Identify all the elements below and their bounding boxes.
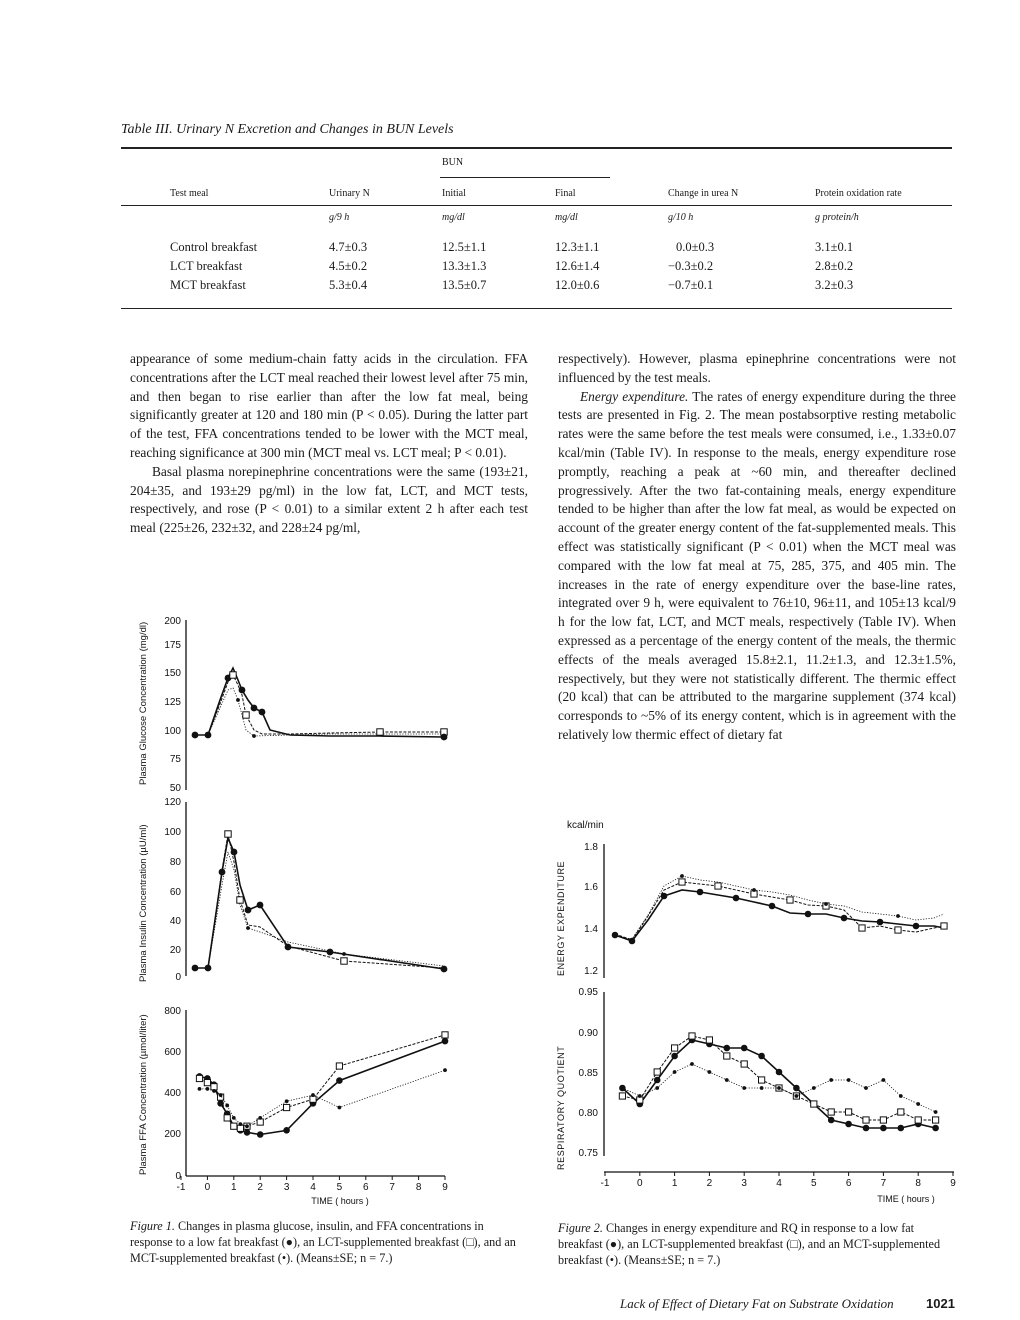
ee-tick-1.8: 1.8: [584, 842, 598, 853]
right-paragraph-2: [558, 388, 956, 745]
data-point-s2-18: [934, 1110, 938, 1114]
figure-2-caption: [558, 1220, 956, 1268]
insulin-tick-120: 120: [164, 797, 181, 808]
x-tick-label-9: 8: [915, 1178, 921, 1189]
table-cell-r2-c3: 12.0±0.6: [555, 278, 600, 292]
data-point-s1-5: [706, 1037, 712, 1043]
ffa-tick-200: 200: [164, 1129, 181, 1140]
table-caption: Table III. Urinary N Excretion and Changes in BUN Levels: [121, 122, 454, 137]
data-point-s1-0: [619, 1093, 625, 1099]
data-point-s2-12: [443, 1068, 447, 1072]
figure-1-caption-lead: Figure 1.: [130, 1219, 175, 1233]
data-point-s1-13: [846, 1109, 852, 1115]
table-header-final: Final: [555, 188, 576, 199]
table-cell-r2-c4: −0.7±0.1: [668, 278, 714, 292]
data-point-s1-14: [863, 1117, 869, 1123]
table-cell-r2-c0: MCT breakfast: [170, 278, 246, 292]
rq-tick-0.95: 0.95: [578, 987, 598, 998]
insulin-tick-40: 40: [169, 916, 181, 927]
rq-tick-0.80: 0.80: [578, 1108, 598, 1119]
insulin-tick-100: 100: [164, 827, 181, 838]
data-point-s0-18: [932, 1125, 939, 1132]
table-cell-r1-c1: 4.5±0.2: [329, 259, 368, 273]
table-header-initial: Initial: [442, 188, 466, 199]
data-point-s0-16: [898, 1125, 905, 1132]
glucose-tick-175: 175: [164, 640, 181, 651]
table-spanner-bun: BUN: [442, 157, 464, 168]
data-point-s0-14: [863, 1125, 870, 1132]
data-point-s2-0: [198, 1087, 202, 1091]
x-tick-label-6: 5: [811, 1178, 817, 1189]
table-cell-r0-c0: Control breakfast: [170, 240, 258, 254]
data-point-s1-7: [741, 1061, 747, 1067]
data-point-s2-9: [777, 1086, 781, 1090]
table-cell-r2-c2: 13.5±0.7: [442, 278, 487, 292]
table-cell-r1-c4: −0.3±0.2: [668, 259, 714, 273]
x-tick-label-5: 4: [310, 1182, 316, 1193]
table-cell-r1-c2: 13.3±1.3: [442, 259, 487, 273]
rq-tick-0.75: 0.75: [578, 1148, 598, 1159]
data-point-s2-4: [690, 1062, 694, 1066]
left-paragraph-1: appearance of some medium-chain fatty acids in the circulation. FFA concentrations after the LCT meal reached their lowest level after 75 min, and then began to rise earlier than after the low fat meal, being significantly greater at 120 and 180 min (P < 0.05). During the latter part of the test, FFA concentrations tended to be lower with the MCT meal, reaching significance at 300 min (MCT meal vs. LCT meal; P < 0.01).: [130, 351, 528, 460]
data-point-s1-2: [211, 1084, 217, 1090]
table-header-rule: [121, 205, 952, 206]
table-unit-change-urea: g/10 h: [668, 212, 694, 223]
data-point-s1-16: [898, 1109, 904, 1115]
fig1-x-axis-label: TIME ( hours ): [311, 1196, 369, 1206]
ffa-series: [196, 1032, 448, 1138]
right-paragraph-1: respectively). However, plasma epinephrine concentrations were not influenced by the test meals.: [558, 351, 956, 385]
figure-2-caption-lead: Figure 2.: [558, 1221, 603, 1235]
glucose-tick-125: 125: [164, 697, 181, 708]
data-point-s2-9: [285, 1099, 289, 1103]
energy-expenditure-panel: [556, 820, 947, 978]
data-point-s2-8: [760, 1086, 764, 1090]
table-cell-r0-c4: 0.0±0.3: [676, 240, 715, 254]
glucose-tick-200: 200: [164, 616, 181, 627]
table-cell-r1-c3: 12.6±1.4: [555, 259, 600, 273]
data-point-s0-8: [257, 1131, 264, 1138]
x-tick-label-2: 1: [231, 1182, 237, 1193]
data-point-s0-2: [654, 1077, 661, 1084]
x-tick-label-8: 7: [389, 1182, 395, 1193]
series-line-1: [200, 1035, 446, 1128]
x-tick-label-10: 9: [950, 1178, 956, 1189]
data-point-s1-1: [204, 1080, 210, 1086]
rq-panel: [556, 987, 956, 1204]
x-tick-label-7: 6: [363, 1182, 369, 1193]
data-point-s2-2: [655, 1086, 659, 1090]
x-tick-label-6: 5: [336, 1182, 343, 1193]
glucose-ticks: [164, 616, 181, 794]
rq-y-axis-label: RESPIRATORY QUOTIENT: [556, 1045, 566, 1170]
figure-1-caption-text: Changes in plasma glucose, insulin, and FFA concentrations in response to a low fat breakfast (●), an LCT-supplemented breakfast (□), and an MCT-supplemented breakfast (•). (Means±SE; n = 7.): [130, 1219, 516, 1265]
glucose-tick-50: 50: [169, 783, 181, 794]
energy-expenditure-heading: Energy expenditure.: [580, 388, 689, 404]
data-point-s0-8: [758, 1053, 765, 1060]
ffa-tick-600: 600: [164, 1047, 181, 1058]
glucose-panel: [138, 616, 447, 794]
x-tick-label-1: 0: [637, 1178, 643, 1189]
ee-tick-1.4: 1.4: [584, 924, 598, 935]
data-point-s0-13: [845, 1121, 852, 1128]
table-cell-r1-c0: LCT breakfast: [170, 259, 243, 273]
data-point-s1-6: [237, 1125, 243, 1131]
data-point-s2-5: [232, 1116, 236, 1120]
data-point-s0-9: [283, 1127, 290, 1134]
data-point-s1-18: [933, 1117, 939, 1123]
x-tick-label-1: 0: [204, 1182, 211, 1193]
data-point-s2-6: [725, 1078, 729, 1082]
ee-tick-1.6: 1.6: [584, 882, 598, 893]
data-point-s0-3: [671, 1053, 678, 1060]
x-tick-label-8: 7: [880, 1178, 887, 1189]
x-tick-label-3: 2: [706, 1178, 713, 1189]
data-point-s2-4: [225, 1104, 229, 1108]
insulin-tick-60: 60: [169, 887, 181, 898]
rq-series: [619, 1033, 939, 1131]
data-point-s2-0: [621, 1086, 625, 1090]
table-cell-r0-c3: 12.3±1.1: [555, 240, 600, 254]
data-point-s1-15: [880, 1117, 886, 1123]
data-point-s2-6: [239, 1122, 243, 1126]
glucose-line-lct: [195, 675, 444, 735]
data-point-s1-2: [654, 1069, 660, 1075]
insulin-line-low-fat: [195, 838, 444, 969]
data-point-s2-17: [916, 1102, 920, 1106]
right-column-text: [558, 350, 956, 745]
x-tick-label-0: -1: [600, 1178, 610, 1189]
data-point-s1-12: [828, 1109, 834, 1115]
table-cell-r0-c1: 4.7±0.3: [329, 240, 368, 254]
data-point-s2-3: [219, 1093, 223, 1097]
data-point-s0-15: [880, 1125, 887, 1132]
data-point-s0-12: [442, 1038, 449, 1045]
insulin-y-axis-label: Plasma Insulin Concentration (µU/ml): [138, 824, 149, 982]
data-point-s0-10: [793, 1085, 800, 1092]
rq-tick-0.85: 0.85: [578, 1068, 598, 1079]
data-point-s2-10: [795, 1094, 799, 1098]
data-point-s2-8: [258, 1116, 262, 1120]
series-line-2: [200, 1070, 446, 1126]
data-point-s1-12: [442, 1032, 448, 1038]
rq-tick-0.90: 0.90: [578, 1028, 598, 1039]
data-point-s1-4: [689, 1033, 695, 1039]
x-tick-label-3: 2: [257, 1182, 263, 1193]
data-point-s2-2: [212, 1089, 216, 1093]
data-point-s1-4: [224, 1115, 230, 1121]
x-tick-label-4: 3: [283, 1182, 290, 1193]
table-top-rule: [121, 147, 952, 149]
ffa-y-axis-label: Plasma FFA Concentration (µmol/liter): [138, 1014, 149, 1175]
data-point-s2-11: [812, 1086, 816, 1090]
glucose-y-axis-label: Plasma Glucose Concentration (mg/dl): [138, 621, 149, 785]
fig2-x-ticks: [601, 1172, 957, 1189]
figure-2-caption-text: Changes in energy expenditure and RQ in response to a low fat breakfast (●), an LCT-supplemented breakfast (□), and an MCT-supplemented breakfast (•). (Means±SE; n = 7.): [558, 1221, 941, 1267]
glucose-tick-150: 150: [164, 668, 181, 679]
data-point-s2-7: [742, 1086, 746, 1090]
data-point-s2-16: [899, 1094, 903, 1098]
running-footer: Lack of Effect of Dietary Fat on Substrate Oxidation: [620, 1296, 894, 1311]
series-line-0: [622, 1040, 935, 1128]
data-point-s2-1: [638, 1094, 642, 1098]
data-point-s2-13: [847, 1078, 851, 1082]
data-point-s1-11: [336, 1063, 342, 1069]
data-point-s0-11: [336, 1077, 343, 1084]
data-point-s1-11: [811, 1101, 817, 1107]
x-tick-label-9: 8: [415, 1182, 422, 1193]
data-point-s1-8: [759, 1077, 765, 1083]
table-header-change-urea: Change in urea N: [668, 188, 739, 199]
table-header-urinary-n: Urinary N: [329, 188, 370, 199]
ee-ticks: [584, 842, 598, 977]
ffa-tick-0: 0: [175, 1171, 181, 1182]
data-point-s1-5: [231, 1123, 237, 1129]
data-point-s2-5: [708, 1070, 712, 1074]
ffa-tick-400: 400: [164, 1088, 181, 1099]
glucose-tick-75: 75: [169, 754, 181, 765]
data-point-s1-8: [257, 1119, 263, 1125]
table-unit-final: mg/dl: [555, 212, 578, 223]
data-point-s2-3: [673, 1070, 677, 1074]
x-tick-label-0: -1: [176, 1182, 186, 1193]
series-line-1: [622, 1036, 935, 1120]
data-point-s1-10: [310, 1096, 316, 1102]
table-bottom-rule: [121, 308, 952, 309]
data-point-s1-0: [196, 1075, 202, 1081]
fig2-x-axis-label: TIME ( hours ): [877, 1194, 935, 1204]
table-header-test-meal: Test meal: [170, 188, 209, 199]
ee-y-axis-label: ENERGY EXPENDITURE: [556, 860, 566, 976]
table-cell-r2-c1: 5.3±0.4: [329, 278, 368, 292]
data-point-s0-6: [724, 1045, 731, 1052]
ee-tick-1.2: 1.2: [584, 966, 598, 977]
x-tick-label-10: 9: [442, 1182, 448, 1193]
data-point-s2-1: [206, 1087, 210, 1091]
data-point-s2-11: [338, 1106, 342, 1110]
table-cell-r2-c5: 3.2±0.3: [815, 278, 854, 292]
ffa-ticks: [164, 1006, 181, 1182]
data-point-s0-9: [776, 1069, 783, 1076]
figure-1: [130, 590, 470, 1210]
insulin-ticks: [164, 797, 181, 983]
x-tick-label-2: 1: [671, 1178, 678, 1189]
left-paragraph-2: Basal plasma norepinephrine concentrations were the same (193±21, 204±35, and 193±29 pg/ml) in the low fat, LCT, and MCT tests, respectively, and rose (P < 0.01) to a similar extent 2 h after each test meal (225±26, 232±32, and 228±24 pg/ml,: [130, 463, 528, 536]
table-unit-protein: g protein/h: [815, 212, 859, 223]
x-tick-label-5: 4: [776, 1178, 782, 1189]
x-tick-label-7: 6: [845, 1178, 852, 1189]
data-point-s0-12: [828, 1117, 835, 1124]
ffa-tick-800: 800: [164, 1006, 181, 1017]
data-point-s2-12: [829, 1078, 833, 1082]
data-point-s1-6: [724, 1053, 730, 1059]
ffa-panel: [138, 1006, 448, 1206]
series-line-0: [200, 1041, 446, 1134]
insulin-panel: [138, 797, 447, 983]
data-point-s2-7: [245, 1124, 249, 1128]
x-tick-label-4: 3: [741, 1178, 747, 1189]
data-point-s1-9: [284, 1104, 290, 1110]
table-cell-r0-c5: 3.1±0.1: [815, 240, 854, 254]
data-point-s1-3: [672, 1045, 678, 1051]
data-point-s1-17: [915, 1117, 921, 1123]
data-point-s2-10: [311, 1093, 315, 1097]
table-unit-urinary-n: g/9 h: [329, 212, 350, 223]
table-cell-r0-c2: 12.5±1.1: [442, 240, 487, 254]
left-column-text: [130, 350, 528, 538]
insulin-tick-20: 20: [169, 945, 181, 956]
glucose-markers: [192, 672, 448, 741]
data-point-s2-14: [864, 1086, 868, 1090]
figure-1-caption: [130, 1218, 528, 1266]
page-number: 1021: [926, 1296, 955, 1311]
table-header-protein-oxidation: Protein oxidation rate: [815, 188, 902, 199]
data-point-s0-7: [244, 1129, 251, 1136]
insulin-tick-0: 0: [175, 972, 181, 983]
right-paragraph-2-body: The rates of energy expenditure during the three tests are presented in Fig. 2. The mean postabsorptive resting metabolic rates were the same before the test meals were consumed, i.e., 1.33±0.07 kcal/min (Table IV). In response to the meals, energy expenditure rose promptly, reaching a peak at ~60 min, and thereafter declined progressively. After the two fat-containing meals, energy expenditure tended to be higher than after the low fat meal, as would be expected on account of the greater energy content of the fat-supplemented meals. This effect was statistically significant (P < 0.01) when the MCT meal was compared with the low fat meal at 75, 285, 375, and 405 min. The increases in the rate of energy expenditure over the base-line rates, integrated over 9 h, were equivalent to 76±10, 96±11, and 105±13 kcal/9 h for the low fat, LCT, and MCT meals, respectively (Table IV). When expressed as a percentage of the energy content of the meals, the thermic effects of the meals averaged 15.8±2.1, 11.2±1.3, and 12.3±1.5%, respectively, but they were not statistically different. The thermic effect (20 kcal) that can be attributed to the margarine supplement (374 kcal) corresponds to ~5% of its energy content, which is in agreement with the relatively low thermic effect of dietary fat: [558, 388, 956, 742]
data-point-s2-15: [882, 1078, 886, 1082]
glucose-line-mct: [195, 688, 444, 736]
figure-2: [548, 810, 960, 1210]
table-cell-r1-c5: 2.8±0.2: [815, 259, 854, 273]
glucose-tick-100: 100: [164, 726, 181, 737]
insulin-tick-80: 80: [169, 857, 181, 868]
table-spanner-rule: [440, 177, 610, 178]
table-unit-initial: mg/dl: [442, 212, 465, 223]
ee-unit-label: kcal/min: [567, 820, 604, 831]
data-point-s0-7: [741, 1045, 748, 1052]
rq-ticks: [579, 987, 599, 1159]
fig1-x-ticks: [177, 1176, 449, 1193]
